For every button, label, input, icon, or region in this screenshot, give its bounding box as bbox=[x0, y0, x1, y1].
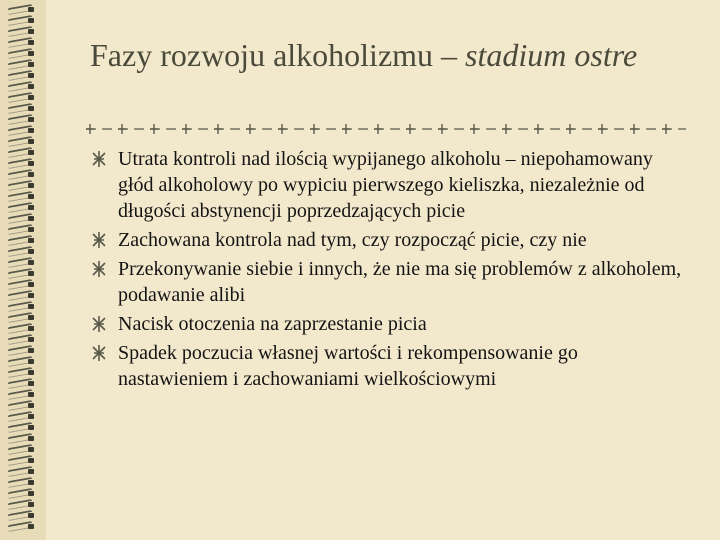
spiral-ring bbox=[6, 15, 40, 26]
spiral-ring bbox=[6, 114, 40, 125]
spiral-ring bbox=[6, 422, 40, 433]
spiral-ring bbox=[6, 488, 40, 499]
spiral-binding-icon bbox=[6, 4, 44, 532]
divider-cross-mark bbox=[374, 124, 382, 134]
cross-bullet-icon bbox=[92, 345, 106, 361]
cross-bullet-icon bbox=[92, 316, 106, 332]
spiral-ring bbox=[6, 48, 40, 59]
bullet-text: Zachowana kontrola nad tym, czy rozpocząć picie, czy nie bbox=[118, 229, 587, 251]
spiral-ring bbox=[6, 367, 40, 378]
cross-bullet-icon bbox=[92, 261, 106, 277]
spiral-ring bbox=[6, 103, 40, 114]
spiral-ring bbox=[6, 92, 40, 103]
bullet-item bbox=[92, 340, 692, 392]
divider-cross-mark bbox=[310, 124, 318, 134]
spiral-ring bbox=[6, 411, 40, 422]
divider-cross-mark bbox=[278, 124, 286, 134]
divider-cross-mark bbox=[246, 124, 254, 134]
spiral-ring bbox=[6, 202, 40, 213]
spiral-ring bbox=[6, 158, 40, 169]
divider-cross-mark bbox=[342, 124, 350, 134]
divider-cross-mark bbox=[534, 124, 542, 134]
bullet-item bbox=[92, 227, 692, 253]
spiral-ring bbox=[6, 169, 40, 180]
divider-cross-mark bbox=[662, 124, 670, 134]
spiral-ring bbox=[6, 136, 40, 147]
spiral-ring bbox=[6, 279, 40, 290]
divider-cross-mark bbox=[118, 124, 126, 134]
spiral-ring bbox=[6, 191, 40, 202]
title-italic: stadium ostre bbox=[465, 37, 638, 73]
spiral-ring bbox=[6, 257, 40, 268]
spiral-ring bbox=[6, 213, 40, 224]
cross-bullet-icon bbox=[92, 232, 106, 248]
spiral-ring bbox=[6, 246, 40, 257]
spiral-ring bbox=[6, 389, 40, 400]
divider-cross-mark bbox=[470, 124, 478, 134]
bullet-text: Przekonywanie siebie i innych, że nie ma się problemów z alkoholem, podawanie alibi bbox=[118, 258, 682, 306]
divider-cross-mark bbox=[502, 124, 510, 134]
spiral-ring bbox=[6, 70, 40, 81]
spiral-ring bbox=[6, 224, 40, 235]
spiral-ring bbox=[6, 268, 40, 279]
divider-cross-mark bbox=[438, 124, 446, 134]
divider-cross-mark bbox=[182, 124, 190, 134]
bullet-text: Nacisk otoczenia na zaprzestanie picia bbox=[118, 313, 427, 335]
slide-title bbox=[90, 32, 690, 78]
spiral-ring bbox=[6, 59, 40, 70]
spiral-ring bbox=[6, 400, 40, 411]
spiral-ring bbox=[6, 345, 40, 356]
spiral-ring bbox=[6, 301, 40, 312]
cross-bullet-icon bbox=[92, 151, 106, 167]
bullet-text: Utrata kontroli nad ilością wypijanego alkoholu – niepohamowany głód alkoholowy po wypiciu pierwszego kieliszka, niezależnie od długości abstynencji poprzedzających picie bbox=[118, 148, 653, 222]
bullet-text: Spadek poczucia własnej wartości i rekompensowanie go nastawieniem i zachowaniami wielkościowymi bbox=[118, 342, 578, 390]
spiral-ring bbox=[6, 433, 40, 444]
spiral-ring bbox=[6, 180, 40, 191]
spiral-ring bbox=[6, 290, 40, 301]
divider-cross-mark bbox=[630, 124, 638, 134]
divider-cross-mark bbox=[150, 124, 158, 134]
divider-cross-mark bbox=[598, 124, 606, 134]
spiral-ring bbox=[6, 334, 40, 345]
spiral-ring bbox=[6, 147, 40, 158]
notebook-spine bbox=[0, 0, 46, 540]
spiral-ring bbox=[6, 4, 40, 15]
spiral-ring bbox=[6, 510, 40, 521]
spiral-ring bbox=[6, 323, 40, 334]
divider-cross-mark bbox=[86, 124, 94, 134]
divider-cross-mark bbox=[566, 124, 574, 134]
spiral-ring bbox=[6, 499, 40, 510]
spiral-ring bbox=[6, 455, 40, 466]
spiral-ring bbox=[6, 26, 40, 37]
spiral-ring bbox=[6, 521, 40, 532]
bullet-list bbox=[92, 146, 692, 395]
spiral-ring bbox=[6, 235, 40, 246]
spiral-ring bbox=[6, 356, 40, 367]
dashed-divider bbox=[86, 122, 686, 136]
bullet-item bbox=[92, 146, 692, 224]
spiral-ring bbox=[6, 477, 40, 488]
spiral-ring bbox=[6, 81, 40, 92]
spiral-ring bbox=[6, 444, 40, 455]
divider-cross-mark bbox=[214, 124, 222, 134]
bullet-item bbox=[92, 311, 692, 337]
spiral-ring bbox=[6, 125, 40, 136]
spiral-ring bbox=[6, 37, 40, 48]
spiral-ring bbox=[6, 312, 40, 323]
spiral-ring bbox=[6, 466, 40, 477]
title-main: Fazy rozwoju alkoholizmu – bbox=[90, 37, 466, 73]
spiral-ring bbox=[6, 378, 40, 389]
divider-cross-mark bbox=[406, 124, 414, 134]
bullet-item bbox=[92, 256, 692, 308]
